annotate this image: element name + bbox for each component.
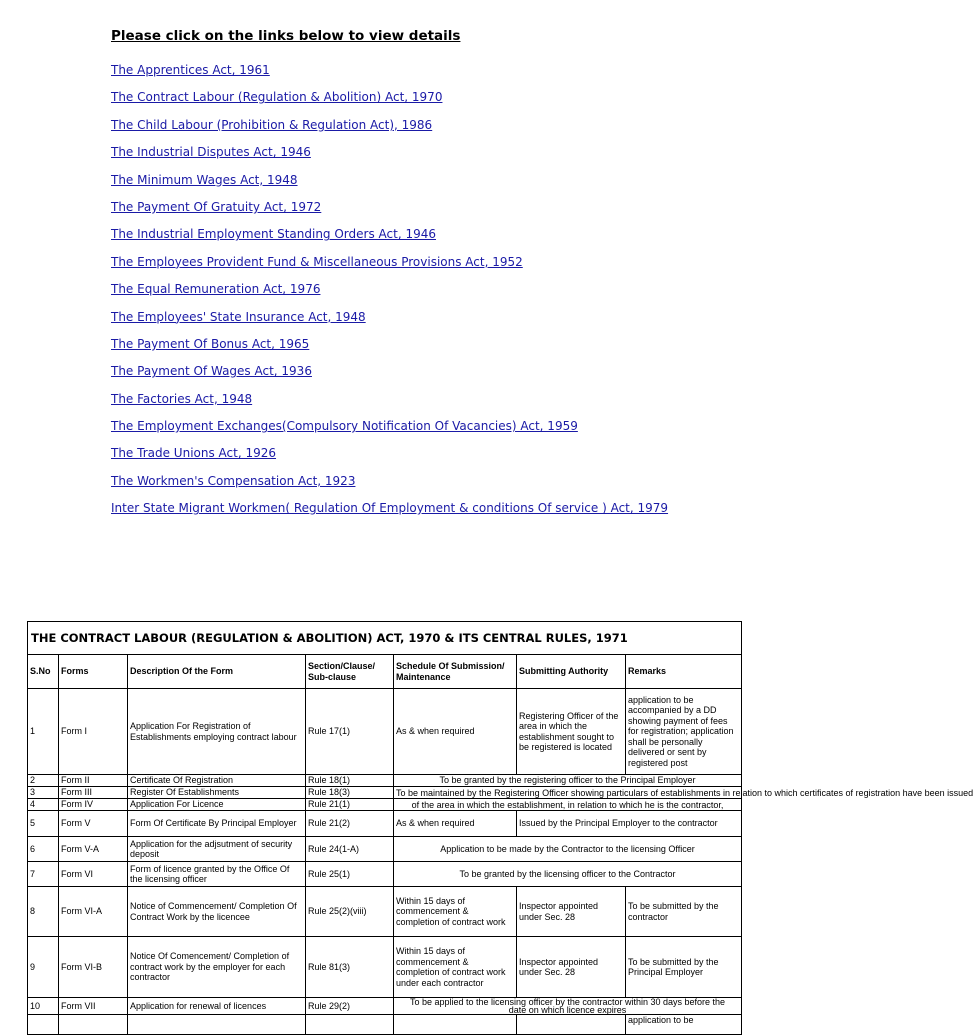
link-migrant-workmen-act[interactable]: Inter State Migrant Workmen( Regulation Of Employment & conditions Of service ) Act, 1979 bbox=[111, 501, 669, 516]
cell-form: Form I bbox=[59, 689, 128, 775]
cell-schedule bbox=[394, 1015, 517, 1035]
cell-description: Notice of Commencement/ Completion Of Contract Work by the licencee bbox=[128, 887, 306, 937]
header-forms: Forms bbox=[59, 655, 128, 689]
cell-section: Rule 17(1) bbox=[306, 689, 394, 775]
table-row bbox=[28, 799, 742, 811]
cell-form: Form VI-A bbox=[59, 887, 128, 937]
cell-sno: 5 bbox=[28, 811, 59, 837]
link-apprentices-act[interactable]: The Apprentices Act, 1961 bbox=[111, 63, 270, 77]
cell-description: Notice Of Comencement/ Completion of contract work by the employer for each contractor bbox=[128, 937, 306, 998]
link-item bbox=[111, 443, 668, 470]
cell-description: Application for renewal of licences bbox=[128, 998, 306, 1015]
cell-section: Rule 25(1) bbox=[306, 862, 394, 887]
table-row bbox=[28, 1015, 742, 1035]
link-esi-act[interactable]: The Employees' State Insurance Act, 1948 bbox=[111, 309, 366, 324]
link-item bbox=[111, 307, 668, 334]
header-description: Description Of the Form bbox=[128, 655, 306, 689]
link-item bbox=[111, 115, 668, 142]
cell-sno: 1 bbox=[28, 689, 59, 775]
cell-authority: Inspector appointed under Sec. 28 bbox=[517, 887, 626, 937]
link-payment-of-bonus-act[interactable]: The Payment Of Bonus Act, 1965 bbox=[111, 336, 310, 351]
cell-description: Application for the adjsutment of security deposit bbox=[128, 837, 306, 862]
cell-merged-note: To be granted by the registering officer to the Principal Employer bbox=[394, 775, 742, 787]
table-row bbox=[28, 998, 742, 1015]
link-contract-labour-act[interactable]: The Contract Labour (Regulation & Abolition) Act, 1970 bbox=[111, 90, 443, 105]
cell-sno: 8 bbox=[28, 887, 59, 937]
link-item bbox=[111, 361, 668, 388]
cell-section: Rule 81(3) bbox=[306, 937, 394, 998]
header-sno: S.No bbox=[28, 655, 59, 689]
cell-section: Rule 24(1-A) bbox=[306, 837, 394, 862]
link-provident-fund-act[interactable]: The Employees Provident Fund & Miscellaneous Provisions Act, 1952 bbox=[111, 254, 523, 269]
cell-description: Form of licence granted by the Office Of the licensing officer bbox=[128, 862, 306, 887]
cell-section: Rule 18(3) bbox=[306, 787, 394, 799]
header-authority: Submitting Authority bbox=[517, 655, 626, 689]
cell-description: Application For Licence bbox=[128, 799, 306, 811]
link-item bbox=[111, 170, 668, 197]
cell-merged-note: Application to be made by the Contractor to the licensing Officer bbox=[394, 837, 742, 862]
cell-form: Form IV bbox=[59, 799, 128, 811]
cell-remarks: To be submitted by the contractor bbox=[626, 887, 742, 937]
link-minimum-wages-act[interactable]: The Minimum Wages Act, 1948 bbox=[111, 172, 298, 187]
cell-sno: 9 bbox=[28, 937, 59, 998]
cell-sno: 10 bbox=[28, 998, 59, 1015]
link-workmens-compensation-act[interactable]: The Workmen's Compensation Act, 1923 bbox=[111, 473, 356, 488]
cell-description: Form Of Certificate By Principal Employer bbox=[128, 811, 306, 837]
cell-merged-note bbox=[394, 787, 973, 799]
table-row bbox=[28, 937, 742, 998]
link-item bbox=[111, 334, 668, 361]
cell-section: Rule 29(2) bbox=[306, 998, 394, 1015]
table-row bbox=[28, 811, 742, 837]
table-row bbox=[28, 689, 742, 775]
link-item bbox=[111, 142, 668, 169]
cell-section: Rule 18(1) bbox=[306, 775, 394, 787]
cell-sno: 4 bbox=[28, 799, 59, 811]
page-heading: Please click on the links below to view details bbox=[111, 28, 461, 44]
table-header-row bbox=[28, 655, 742, 689]
cell-merged-note bbox=[394, 998, 742, 1015]
header-schedule: Schedule Of Submission/ Maintenance bbox=[394, 655, 517, 689]
cell-sno: 2 bbox=[28, 775, 59, 787]
link-item bbox=[111, 416, 668, 443]
link-employment-exchanges-act[interactable]: The Employment Exchanges(Compulsory Notification Of Vacancies) Act, 1959 bbox=[111, 419, 578, 434]
note-text: To be applied to the licensing officer by the contractor within 30 days before the bbox=[409, 997, 726, 1007]
cell-description bbox=[128, 1015, 306, 1035]
link-item bbox=[111, 60, 668, 87]
link-item bbox=[111, 471, 668, 498]
header-remarks: Remarks bbox=[626, 655, 742, 689]
cell-section: Rule 21(2) bbox=[306, 811, 394, 837]
cell-authority bbox=[517, 1015, 626, 1035]
cell-merged-note bbox=[394, 799, 742, 811]
cell-authority: Inspector appointed under Sec. 28 bbox=[517, 937, 626, 998]
cell-merged-note: Issued by the Principal Employer to the contractor bbox=[517, 811, 742, 837]
link-equal-remuneration-act[interactable]: The Equal Remuneration Act, 1976 bbox=[111, 282, 321, 297]
cell-description: Register Of Establishments bbox=[128, 787, 306, 799]
link-trade-unions-act[interactable]: The Trade Unions Act, 1926 bbox=[111, 446, 277, 461]
link-factories-act[interactable]: The Factories Act, 1948 bbox=[111, 391, 253, 406]
cell-remarks: To be submitted by the Principal Employer bbox=[626, 937, 742, 998]
link-item bbox=[111, 279, 668, 306]
cell-form: Form V-A bbox=[59, 837, 128, 862]
cell-form: Form VI-B bbox=[59, 937, 128, 998]
cell-schedule: Within 15 days of commencement & completion of contract work bbox=[394, 887, 517, 937]
cell-sno: 7 bbox=[28, 862, 59, 887]
cell-schedule: As & when required bbox=[394, 811, 517, 837]
cell-section: Rule 25(2)(viii) bbox=[306, 887, 394, 937]
cell-form: Form VII bbox=[59, 998, 128, 1015]
link-item bbox=[111, 87, 668, 114]
cell-authority: Registering Officer of the area in which the establishment sought to be registered is located bbox=[517, 689, 626, 775]
table-row bbox=[28, 837, 742, 862]
cell-form: Form V bbox=[59, 811, 128, 837]
table-title: THE CONTRACT LABOUR (REGULATION & ABOLITION) ACT, 1970 & ITS CENTRAL RULES, 1971 bbox=[28, 622, 742, 655]
cell-section bbox=[306, 1015, 394, 1035]
link-item bbox=[111, 252, 668, 279]
table-row bbox=[28, 862, 742, 887]
cell-form: Form III bbox=[59, 787, 128, 799]
header-section: Section/Clause/ Sub-clause bbox=[306, 655, 394, 689]
cell-schedule: As & when required bbox=[394, 689, 517, 775]
cell-remarks: application to be bbox=[626, 1015, 742, 1035]
link-item bbox=[111, 389, 668, 416]
link-child-labour-act[interactable]: The Child Labour (Prohibition & Regulation Act), 1986 bbox=[111, 117, 433, 132]
link-industrial-disputes-act[interactable]: The Industrial Disputes Act, 1946 bbox=[111, 145, 311, 160]
link-standing-orders-act[interactable]: The Industrial Employment Standing Orders Act, 1946 bbox=[111, 227, 436, 242]
link-payment-of-gratuity-act[interactable]: The Payment Of Gratuity Act, 1972 bbox=[111, 199, 322, 214]
cell-form: Form II bbox=[59, 775, 128, 787]
link-item bbox=[111, 197, 668, 224]
cell-form: Form VI bbox=[59, 862, 128, 887]
cell-section: Rule 21(1) bbox=[306, 799, 394, 811]
cell-schedule: Within 15 days of commencement & completion of contract work under each contractor bbox=[394, 937, 517, 998]
link-item bbox=[111, 224, 668, 251]
cell-merged-note: To be granted by the licensing officer to the Contractor bbox=[394, 862, 742, 887]
cell-description: Certificate Of Registration bbox=[128, 775, 306, 787]
note-text: date on which licence expires bbox=[508, 1005, 627, 1015]
cell-description: Application For Registration of Establishments employing contract labour bbox=[128, 689, 306, 775]
cell-sno: 3 bbox=[28, 787, 59, 799]
note-text: To be maintained by the Registering Officer showing particulars of establishments in relation to which certificates of registration have been issued bbox=[396, 787, 973, 798]
table-row bbox=[28, 775, 742, 787]
forms-table bbox=[27, 621, 973, 1035]
table-row bbox=[28, 787, 742, 799]
note-text: of the area in which the establishment, in relation to which he is the contractor, bbox=[411, 799, 724, 810]
cell-form bbox=[59, 1015, 128, 1035]
cell-remarks: application to be accompanied by a DD showing payment of fees for registration; application shall be personally delivered or sent by registered post bbox=[626, 689, 742, 775]
link-payment-of-wages-act[interactable]: The Payment Of Wages Act, 1936 bbox=[111, 364, 312, 379]
cell-sno: 6 bbox=[28, 837, 59, 862]
act-links-list bbox=[111, 60, 668, 526]
table-row bbox=[28, 887, 742, 937]
cell-sno bbox=[28, 1015, 59, 1035]
link-item bbox=[111, 498, 668, 525]
